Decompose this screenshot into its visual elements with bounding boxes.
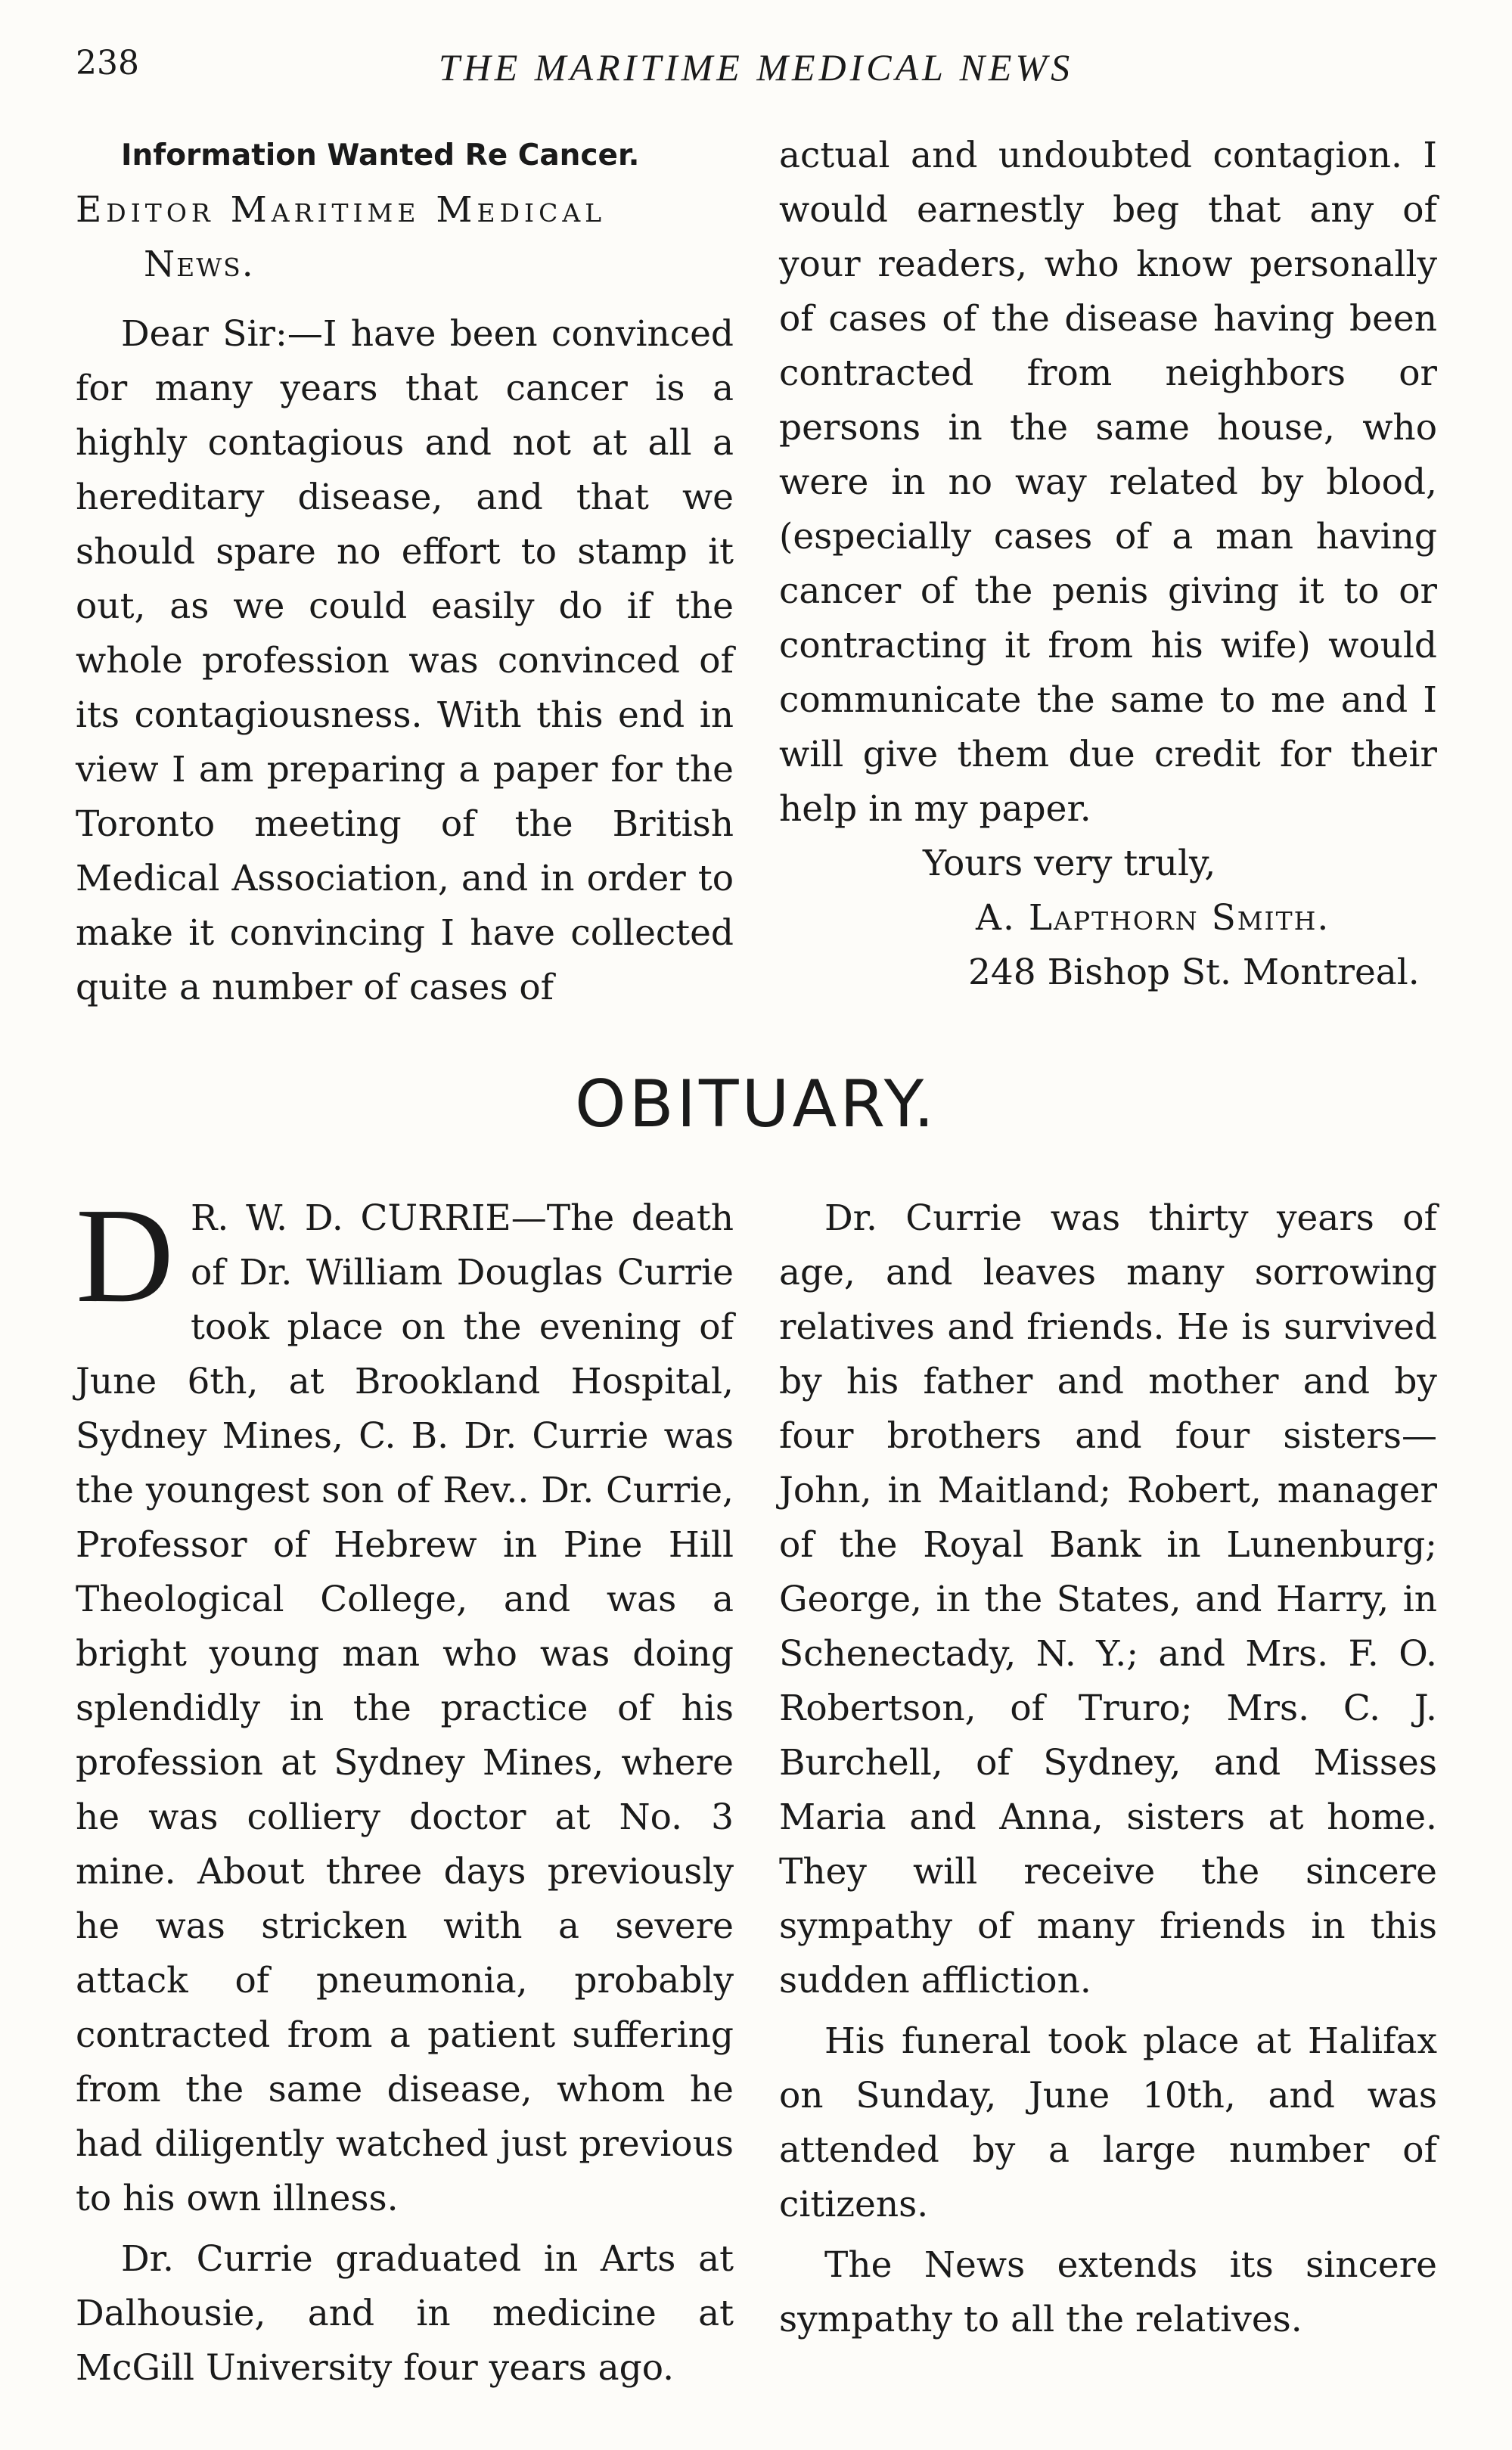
page-number: 238: [76, 44, 139, 82]
obituary-left-column: [76, 1180, 734, 2396]
obituary-right-column: [779, 1191, 1437, 2347]
obituary-para-1: [76, 1180, 734, 2226]
obituary-para-4: His funeral took place at Halifax on Sunday, June 10th, and was attended by a large number of citizens.: [779, 2020, 1437, 2225]
letter-body-right: actual and undoubted contagion. I would earnestly beg that any of your readers, who know personally of cases of the disease having been contracted from neighbors or persons in the same house, who were in no way related by blood, (especially cases of a man having cancer of the penis giving it to or contracting it from his wife) would communicate the same to me and I will give them due credit for their help in my paper.: [779, 135, 1437, 830]
running-head: THE MARITIME MEDICAL NEWS: [438, 46, 1074, 88]
obituary-para-1-text: R. W. D. CURRIE—The death of Dr. William Douglas Currie took place on the evening of June 6th, at Brookland Hospital, Sydney Mines, C. B. Dr. Currie was the youngest son of Rev.. Dr. Currie, Professor of Hebrew in Pine Hill Theological College, and was a bright young man who was doing splendidly in the practice of his profession at Sydney Mines, where he was colliery doctor at No. 3 mine. About three days previously he was stricken with a severe attack of pneumonia, probably contracted from a patient suffering from the same disease, whom he had diligently watched just previous to his own illness.: [76, 1197, 734, 2219]
letter-left-column: [76, 129, 734, 1015]
drop-cap: D: [76, 1180, 174, 1331]
letter-signature: A. Lapthorn Smith.: [976, 897, 1330, 939]
letter-addressee: Editor Maritime Medical: [76, 189, 607, 231]
letter-heading: Information Wanted Re Cancer.: [121, 138, 640, 172]
letter-body-left: Dear Sir:—I have been convinced for many years that cancer is a highly contagious and not at all a hereditary disease, and that we should spare no effort to stamp it out, as we could easily do if the whole profession was convinced of its contagiousness. With this end in view I am preparing a paper for the Toronto meeting of the British Medical Association, and in order to make it convincing I have collected quite a number of cases of: [76, 313, 734, 1008]
obituary-para-3: Dr. Currie was thirty years of age, and leaves many sorrowing relatives and friends. He is survived by his father and mother and by four brothers and four sisters—John, in Maitland; Robert, manager of the Royal Bank in Lunenburg; George, in the States, and Harry, in Schenectady, N. Y.; and Mrs. F. O. Robertson, of Truro; Mrs. C. J. Burchell, of Sydney, and Misses Maria and Anna, sisters at home. They will receive the sincere sympathy of many friends in this sudden affliction.: [779, 1197, 1437, 2001]
obituary-para-2: Dr. Currie graduated in Arts at Dalhousie, and in medicine at McGill University four years ago.: [76, 2238, 734, 2389]
letter-right-column: [779, 129, 1437, 1000]
letter-addressee-cont: News.: [144, 244, 255, 285]
letter-closing: Yours very truly,: [923, 843, 1216, 884]
obituary-title: OBITUARY.: [574, 1067, 938, 1142]
letter-address: 248 Bishop St. Montreal.: [968, 952, 1420, 993]
obituary-para-5: The News extends its sincere sympathy to all the relatives.: [779, 2244, 1437, 2340]
